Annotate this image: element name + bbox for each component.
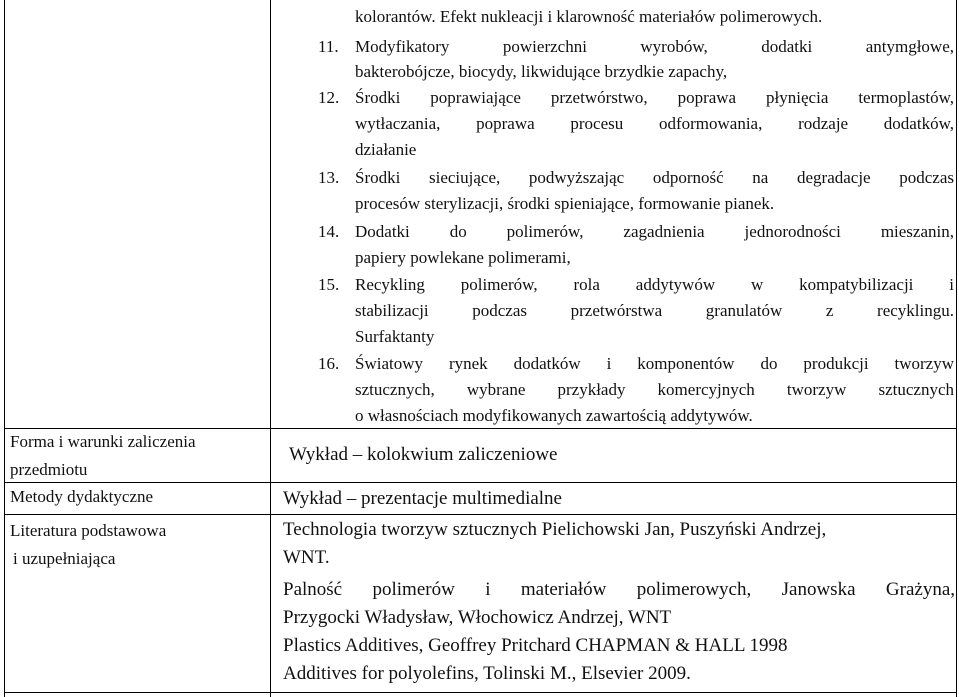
- label-assessment-line-2: przedmiotu: [10, 460, 88, 479]
- topic-item-15-line-2: stabilizacji podczas przetwórstwa granulatów z recyklingu.: [355, 301, 954, 320]
- topic-number: 12.: [318, 88, 340, 107]
- topic-item-13-line-1: 13. Środki sieciujące, podwyższając odporność na degradacje podczas: [318, 165, 954, 191]
- topic-item-16-line-2: sztucznych, wybrane przykłady komercyjnych tworzyw sztucznych: [355, 380, 954, 399]
- table-right-border: [956, 0, 957, 697]
- table-left-border: [4, 0, 5, 697]
- label-methods: [10, 483, 262, 511]
- topic-item-15-line-3: Surfaktanty: [355, 327, 435, 346]
- topic-item-13-line-2: procesów sterylizacji, środki spieniające, formowanie pianek.: [355, 194, 775, 213]
- row-divider-literature: [4, 514, 957, 515]
- topic-item-14-line-1: 14. Dodatki do polimerów, zagadnienia jednorodności mieszanin,: [318, 219, 954, 245]
- topic-item-12-line-2: wytłaczania, poprawa procesu odformowania, rodzaje dodatków,: [355, 114, 954, 133]
- label-literature: [10, 517, 262, 573]
- topic-continuation-line: kolorantów. Efekt nukleacji i klarowność materiałów polimerowych.: [355, 7, 823, 26]
- literature-ref-2-line-1: Palność polimerów i materiałów polimerowych, Janowska Grażyna,: [283, 579, 955, 600]
- label-assessment-line-1: Forma i warunki zaliczenia: [10, 432, 196, 451]
- topic-number: 15.: [318, 275, 340, 294]
- literature-ref-3: Plastics Additives, Geoffrey Pritchard CHAPMAN & HALL 1998: [283, 635, 788, 656]
- methods-value: Wykład – prezentacje multimedialne: [283, 488, 562, 509]
- literature-ref-2-line-2: Przygocki Władysław, Włochowicz Andrzej, WNT: [283, 607, 672, 628]
- topic-number: 14.: [318, 222, 340, 241]
- label-literature-line-1: Literatura podstawowa: [10, 521, 167, 540]
- topic-item-11-line-1: 11. Modyfikatory powierzchni wyrobów, dodatki antymgłowe,: [318, 34, 954, 60]
- topic-item-12-line-1: 12. Środki poprawiające przetwórstwo, poprawa płynięcia termoplastów,: [318, 85, 954, 111]
- label-methods-text: Metody dydaktyczne: [10, 487, 154, 506]
- topic-number: 13.: [318, 168, 340, 187]
- topic-number: 16.: [318, 354, 340, 373]
- literature-ref-1-line-2: WNT.: [283, 547, 330, 568]
- topic-item-16-line-1: 16. Światowy rynek dodatków i komponentów do produkcji tworzyw: [318, 351, 954, 377]
- assessment-value: Wykład – kolokwium zaliczeniowe: [289, 444, 558, 465]
- topic-item-11-line-2: bakterobójcze, biocydy, likwidujące brzydkie zapachy,: [355, 62, 728, 81]
- topic-item-16-line-3: o własnościach modyfikowanych zawartością addytywów.: [355, 406, 753, 425]
- table-bottom-border: [4, 692, 957, 693]
- topic-number: 11.: [318, 37, 339, 56]
- literature-ref-1-line-1: Technologia tworzyw sztucznych Pielichowski Jan, Puszyński Andrzej,: [283, 519, 827, 540]
- label-literature-line-2: i uzupełniająca: [13, 549, 116, 568]
- topic-item-14-line-2: papiery powlekane polimerami,: [355, 248, 571, 267]
- label-assessment: [10, 428, 262, 484]
- table-column-divider: [270, 0, 271, 697]
- topic-item-12-line-3: działanie: [355, 140, 417, 159]
- topic-item-15-line-1: 15. Recykling polimerów, rola addytywów w kompatybilizacji i: [318, 272, 954, 298]
- literature-ref-4: Additives for polyolefins, Tolinski M., Elsevier 2009.: [283, 663, 691, 684]
